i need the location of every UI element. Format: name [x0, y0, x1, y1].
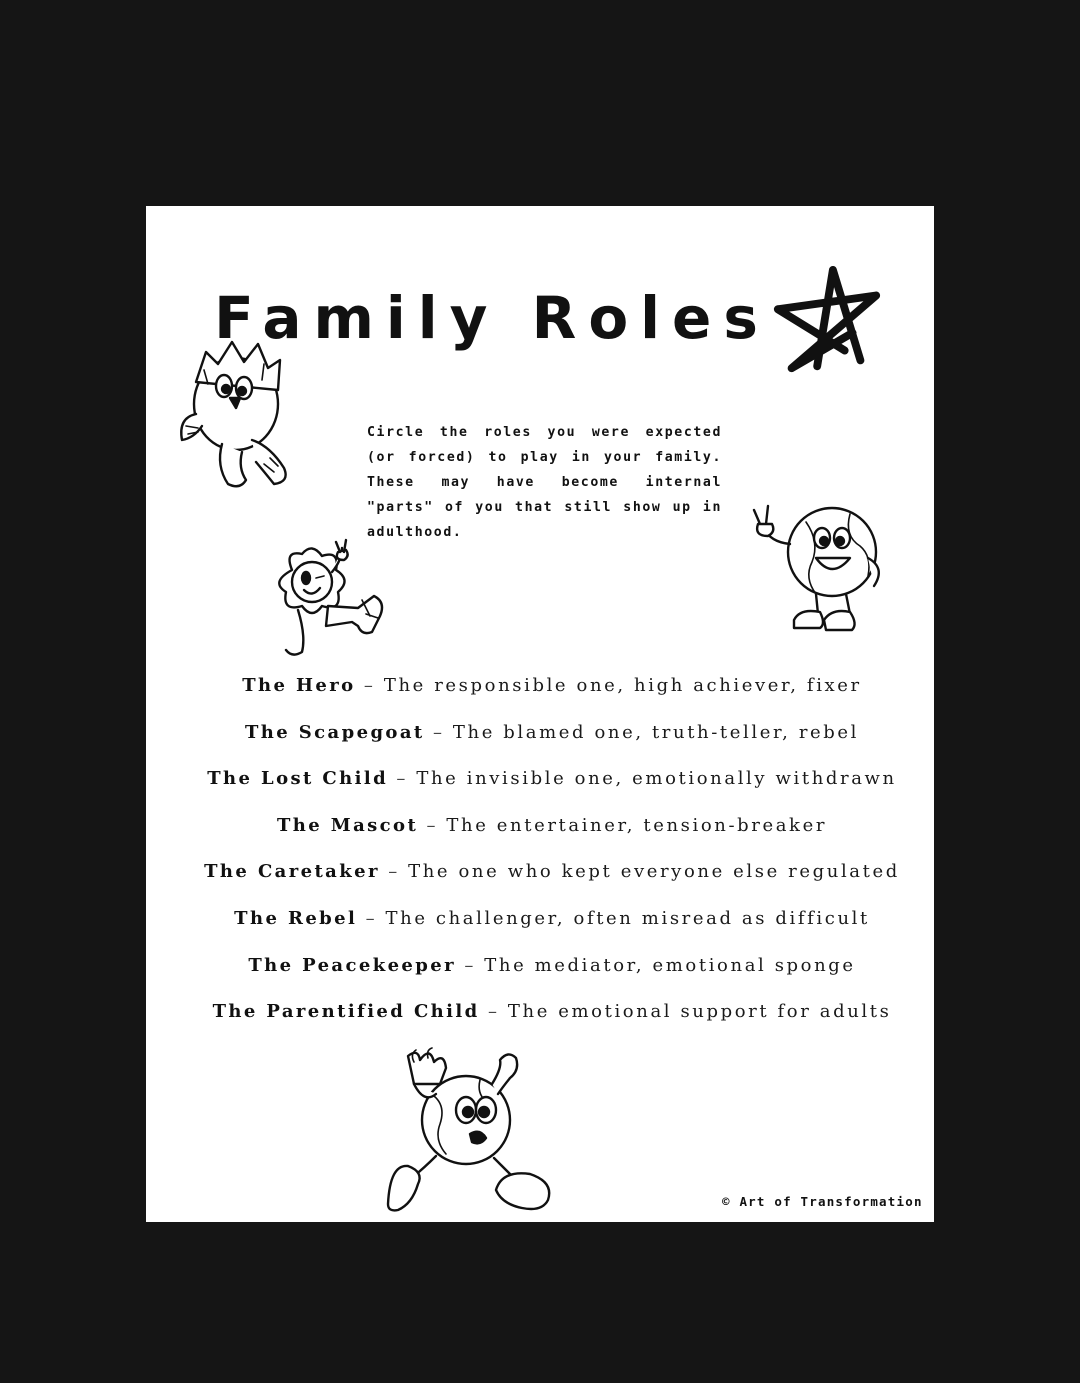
page-title: Family Roles: [214, 284, 770, 352]
worksheet-page: [146, 206, 934, 1222]
role-item[interactable]: The Hero – The responsible one, high achiever, fixer: [242, 675, 862, 696]
peace-sign-globe-icon: [746, 502, 896, 642]
star-doodle-icon: [768, 264, 886, 382]
flower-character-icon: [262, 540, 392, 664]
role-item[interactable]: The Mascot – The entertainer, tension-breaker: [276, 814, 828, 836]
role-item[interactable]: The Parentified Child – The emotional support for adults: [212, 1001, 892, 1023]
hatching-chick-icon: [174, 334, 302, 494]
role-item[interactable]: The Peacekeeper – The mediator, emotional sponge: [248, 954, 856, 976]
running-flame-character-icon: [384, 1044, 560, 1216]
role-item[interactable]: The Caretaker – The one who kept everyone else regulated: [204, 861, 900, 883]
copyright-credit: © Art of Transformation: [722, 1194, 923, 1209]
role-item[interactable]: The Scapegoat – The blamed one, truth-teller, rebel: [244, 721, 860, 743]
role-item[interactable]: The Rebel – The challenger, often misread as difficult: [234, 907, 870, 929]
roles-list: [146, 670, 934, 1043]
role-item[interactable]: The Lost Child – The invisible one, emotionally withdrawn: [207, 768, 897, 790]
instructions-text: Circle the roles you were expected (or forced) to play in your family. These may have become internal "parts" of you that still show up in adulthood.: [367, 425, 722, 540]
